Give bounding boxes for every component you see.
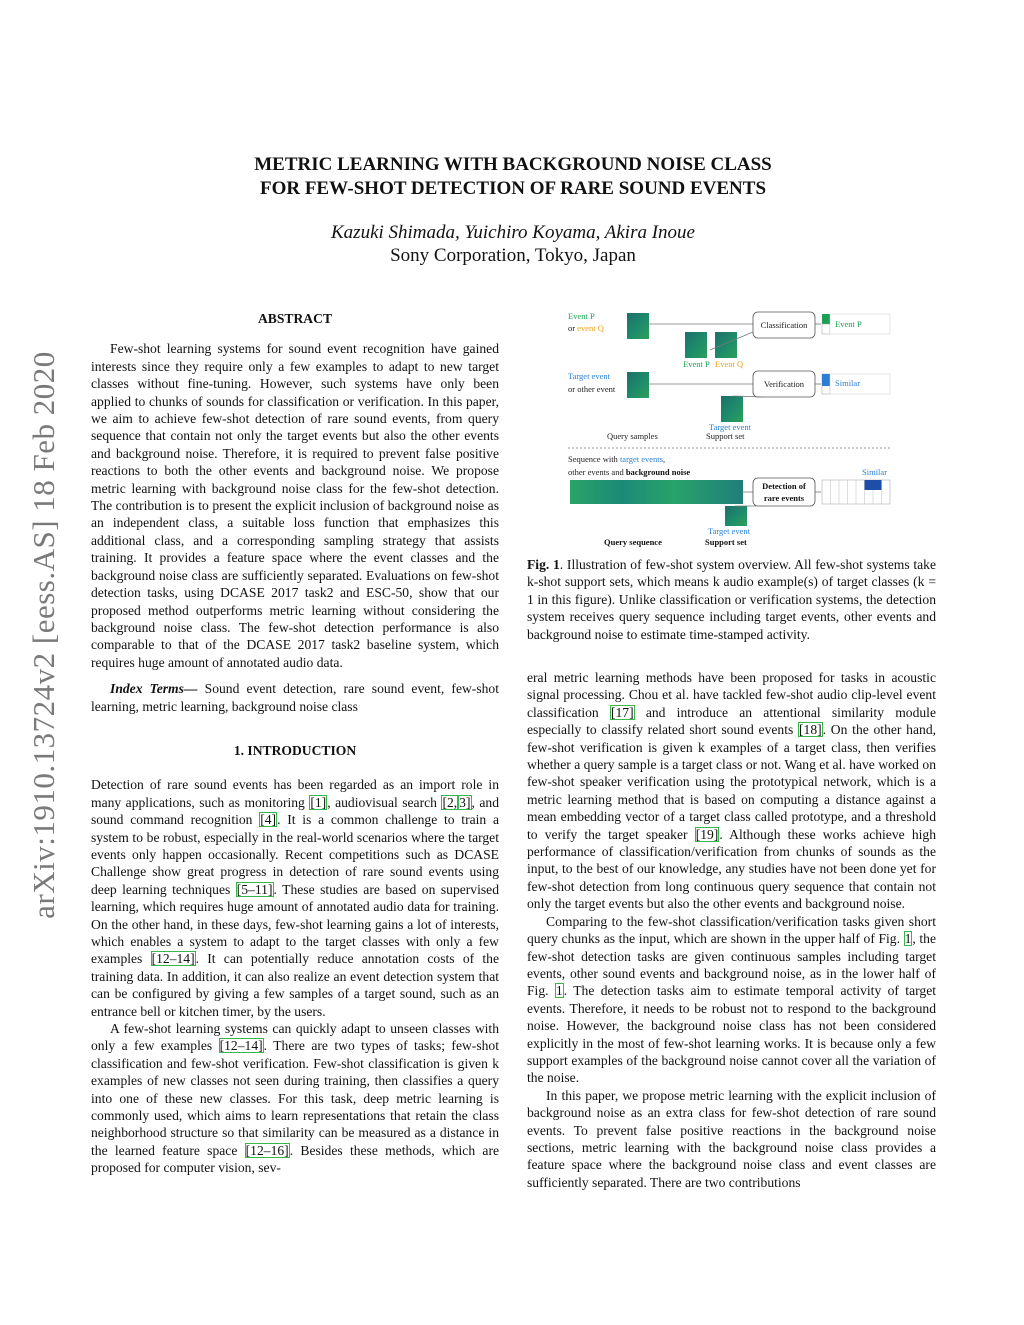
- detection-similar: Similar: [862, 467, 888, 477]
- right-paragraph-2: Comparing to the few-shot classification/verification tasks given short query chunks as the input, which are shown in the upper half of Fig. 1, the few-shot detection tasks are given continuous samples including target events, other sound events and background noise, as in the lower half of Fig. 1. The detection tasks aim to estimate temporal activity of target events. Therefore, it needs to be robust not to respond to the background noise. However, the background noise class has not been considered explicitly in the most of few-shot learning works. It is because only a few support examples of the background noise cannot cover all the variation of the noise.: [527, 913, 937, 1086]
- figure-link[interactable]: 1: [904, 931, 912, 947]
- paper-title: [150, 153, 876, 201]
- abstract-text: Few-shot learning systems for sound event recognition have gained interests since they require only a few examples to adapt to new target classes without fine-tuning. However, such systems have only been applied to chunks of sounds for classification or verification. In this paper, we aim to achieve few-shot detection of rare sound events, from query sequence that contain not only the target events but also the other events and background noise. Therefore, it is required to prevent false positive reactions to both the other events and background noise. We propose metric learning with background noise class for the few-shot detection. The contribution is to present the explicit inclusion of background noise as an independent class, a suitable loss function that emphasizes this additional class, and a corresponding sampling strategy that assists training. It provides a feature space where the event classes and the background noise class are sufficiently separated. Evaluations on few-shot detection tasks, using DCASE 2017 task2 and ESC-50, show that our proposed method outperforms metric learning without considering the background noise class. The few-shot detection performance is also comparable to that of the DCASE 2017 task2 baseline system, which requires huge amount of annotated audio data.: [91, 341, 499, 670]
- index-terms-label: Index Terms—: [110, 681, 198, 697]
- right-column: [527, 669, 936, 1191]
- support-target-event-2: Target event: [708, 526, 750, 536]
- intro-paragraph-1: Detection of rare sound events has been regarded as an import role in many applications, such as monitoring [1], audiovisual search [2, 3], and sound command recognition [4]. It is a common challenge to train a system to be robust, especially in the real-world scenarios where the target events only happen occasionally. Recent competitions such as DCASE Challenge show great progress in detection of rare sound events using deep learning techniques [5–11]. These studies are based on supervised learning, which requires huge amount of annotated audio data for training. On the other hand, in these days, few-shot learning gains a lot of interests, which enables a system to adapt to the target classes with only a few examples [12–14]. It can potentially reduce annotation costs of the training data. In addition, it can also realize an event detection system that can be configured by giving a few samples of a target sound, such as an entrance bell or kitchen timer, by the users.: [91, 777, 500, 1019]
- figure-link[interactable]: 1: [555, 983, 563, 999]
- right-paragraph-3: In this paper, we propose metric learning with the explicit inclusion of background noise as an extra class for few-shot detection of rare sound events. To prevent false positive reactions in the background noise sections, metric learning with the background noise class provides a feature space where the background noise class and event classes are sufficiently separated. There are two contributions: [527, 1087, 936, 1190]
- spectrogram-support-q: [715, 332, 737, 358]
- label-or-event-q: or event Q: [568, 323, 604, 333]
- title-line-2: FOR FEW-SHOT DETECTION OF RARE SOUND EVENTS: [259, 178, 767, 199]
- spectrogram-query-1: [627, 313, 649, 339]
- figure-caption-label: Fig. 1: [527, 557, 560, 572]
- figure-1-diagram: [565, 310, 895, 550]
- verification-label: Verification: [763, 379, 805, 389]
- support-target-event: Target event: [709, 422, 751, 432]
- authors: Kazuki Shimada, Yuichiro Koyama, Akira Inoue: [331, 222, 695, 243]
- citation-link[interactable]: [2,: [442, 794, 458, 810]
- spectrogram-query-2: [627, 372, 649, 398]
- figure-1-caption: [527, 556, 936, 643]
- citation-link[interactable]: [12–14]: [151, 951, 195, 967]
- support-set-label: Support set: [706, 431, 745, 441]
- sequence-caption-2: other events and background noise: [568, 467, 691, 477]
- spectrogram-query-sequence: [570, 480, 743, 504]
- detection-label-2: rare events: [763, 493, 805, 503]
- spectrogram-support-detection: [725, 506, 747, 526]
- result-similar: Similar: [835, 378, 861, 388]
- support-event-p: Event P: [683, 359, 710, 369]
- detection-label-1: Detection of: [762, 481, 806, 491]
- citation-link[interactable]: [19]: [695, 826, 719, 842]
- query-samples-label: Query samples: [607, 431, 658, 441]
- detection-output-grid: [822, 480, 890, 504]
- result-event-p: Event P: [835, 319, 862, 329]
- citation-link[interactable]: [12–14]: [219, 1038, 263, 1054]
- spectrogram-support-p: [685, 332, 707, 358]
- index-terms: [91, 680, 499, 715]
- label-or-other-event: or other event: [568, 384, 616, 394]
- citation-link[interactable]: [4]: [260, 812, 277, 828]
- citation-link[interactable]: [1]: [310, 794, 327, 810]
- intro-paragraph-2: A few-shot learning systems can quickly adapt to unseen classes with only a few examples [12–14]. There are two types of tasks; few-shot classification and few-shot verification. Few-shot classification is given k examples of new classes not seen during training, then classifies a query into one of these new classes. For this task, deep metric learning is commonly used, which aims to learn representations that retain the class neighborhood structure so that similarity can be measured as a distance in the learned feature space [12–16]. Besides these methods, which are proposed for computer vision, sev-: [91, 1021, 500, 1176]
- citation-link[interactable]: [12–16]: [245, 1142, 289, 1158]
- right-paragraph-1: eral metric learning methods have been proposed for tasks in acoustic signal processing. Chou et al. have tackled few-shot audio clip-level event classification [17] and introduce an attentional similarity module especially to classify related short sound events [18]. On the other hand, few-shot verification is given k examples of a target class, then verifies whether a query sample is a target class or not. Wang et al. have worked on few-shot speaker verification using the prototypical network, which is a metric learning method that is based on computing a distance against a mean embedding vector of a target class called prototype, and a threshold to verify the target speaker [19]. Although these works achieve high performance of classification/verification from chunks of sounds as the input, to the best of our knowledge, any studies have not been done yet for few-shot detection from long continuous query sequence that contain not only the target events but also the other events and background noise.: [527, 670, 937, 912]
- citation-link[interactable]: 3]: [459, 794, 471, 810]
- spectrogram-support-target: [721, 396, 743, 422]
- result-bar-q: [822, 324, 830, 334]
- support-event-q: Event Q: [715, 359, 744, 369]
- left-column: [91, 310, 499, 1177]
- figure-caption-text: . Illustration of few-shot system overview. All few-shot systems take k-shot support sets, which means k audio example(s) of target classes (k = 1 in this figure). Unlike classification or verification systems, the detection system receives query sequence including target events, other events and background noise to estimate time-stamped activity.: [527, 557, 936, 642]
- citation-link[interactable]: [18]: [799, 722, 822, 738]
- affiliation: Sony Corporation, Tokyo, Japan: [390, 245, 636, 266]
- label-target-event: Target event: [568, 371, 610, 381]
- arxiv-identifier: arXiv:1910.13724v2 [eess.AS] 18 Feb 2020: [26, 351, 61, 919]
- citation-link[interactable]: [5–11]: [236, 881, 273, 897]
- support-set-label-2: Support set: [705, 537, 747, 547]
- abstract-heading: ABSTRACT: [257, 311, 333, 326]
- sequence-caption-1: Sequence with target events,: [568, 454, 666, 464]
- index-terms-text: Sound event detection, rare sound event, few-shot learning, metric learning, background noise class: [91, 681, 499, 714]
- label-event-p: Event P: [568, 311, 595, 321]
- citation-link[interactable]: [17]: [610, 704, 634, 720]
- classification-label: Classification: [760, 320, 808, 330]
- figure-1-svg: [565, 310, 895, 550]
- title-line-1: METRIC LEARNING WITH BACKGROUND NOISE CLASS: [254, 154, 772, 175]
- result-bar-p: [822, 314, 830, 324]
- result-bar-verify-fill: [822, 374, 830, 386]
- introduction-heading: 1. INTRODUCTION: [233, 742, 357, 758]
- query-sequence-label: Query sequence: [604, 537, 662, 547]
